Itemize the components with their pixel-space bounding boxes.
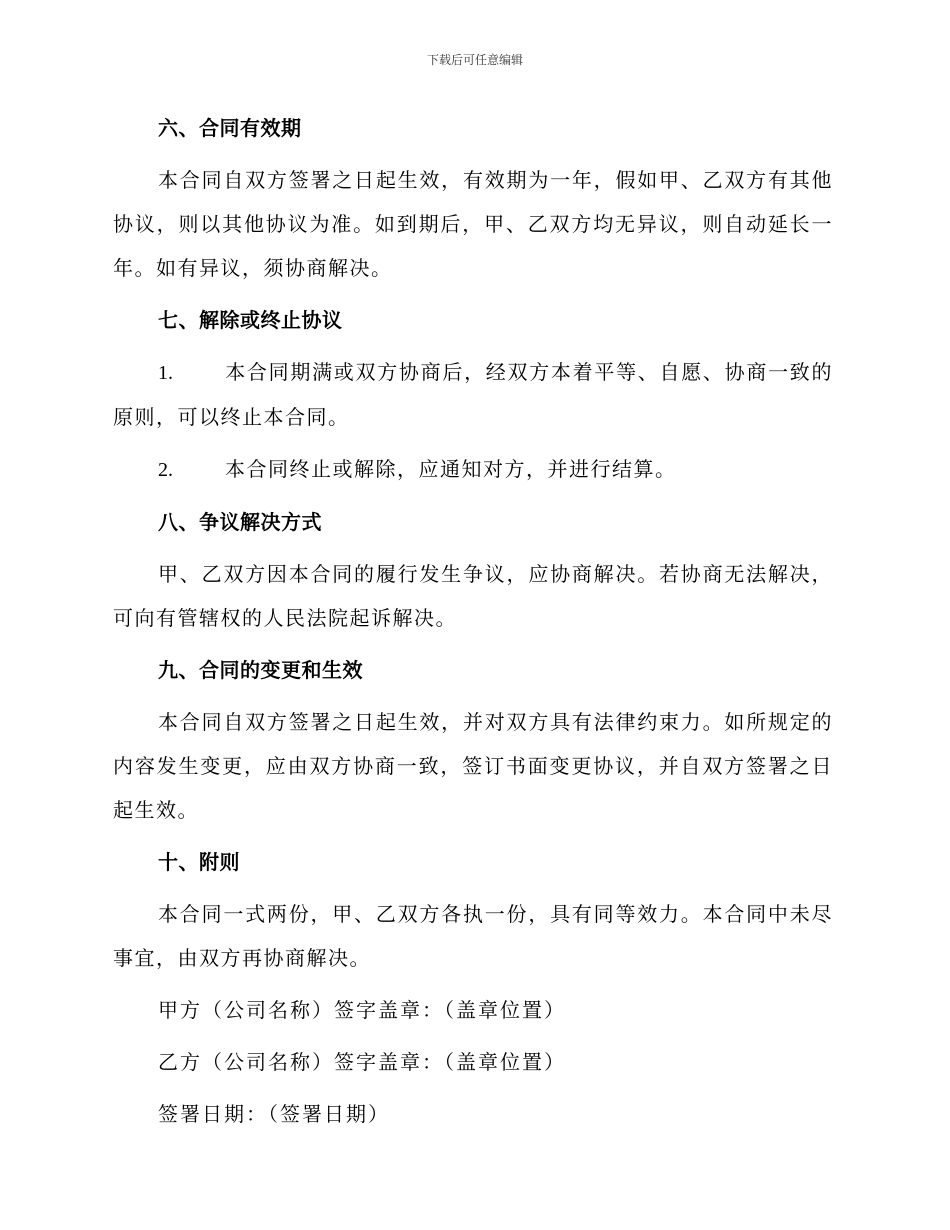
termination-item-1-text: 本合同期满或双方协商后，经双方本着平等、自愿、协商一致的原则，可以终止本合同。 <box>113 360 833 429</box>
party-b-signature-line: 乙方（公司名称）签字盖章：（盖章位置） <box>158 1050 566 1074</box>
section-paragraph-supplementary: 本合同一式两份，甲、乙双方各执一份，具有同等效力。本合同中未尽事宜，由双方再协商解决。 <box>113 902 833 970</box>
termination-item-1-number: 1. <box>158 362 173 384</box>
section-paragraph-validity: 本合同自双方签署之日起生效，有效期为一年，假如甲、乙双方有其他协议，则以其他协议为准。如到期后，甲、乙双方均无异议，则自动延长一年。如有异议，须协商解决。 <box>113 168 833 280</box>
page-header-note: 下载后可任意编辑 <box>426 53 523 67</box>
section-heading-amendment: 九、合同的变更和生效 <box>158 658 363 682</box>
section-heading-dispute: 八、争议解决方式 <box>158 510 322 534</box>
termination-item-2-number: 2. <box>158 459 173 481</box>
signing-date-line: 签署日期：（签署日期） <box>158 1102 390 1126</box>
termination-item-2 <box>113 447 833 492</box>
party-a-signature-line: 甲方（公司名称）签字盖章：（盖章位置） <box>158 998 566 1022</box>
document-body <box>113 106 833 1144</box>
termination-item-2-text: 本合同终止或解除，应通知对方，并进行结算。 <box>225 457 677 481</box>
termination-item-1 <box>113 350 833 439</box>
section-heading-termination: 七、解除或终止协议 <box>158 308 343 332</box>
section-paragraph-amendment: 本合同自双方签署之日起生效，并对双方具有法律约束力。如所规定的内容发生变更，应由双方协商一致，签订书面变更协议，并自双方签署之日起生效。 <box>113 710 833 822</box>
section-heading-supplementary: 十、附则 <box>158 850 240 874</box>
section-heading-validity: 六、合同有效期 <box>158 116 302 140</box>
section-paragraph-dispute: 甲、乙双方因本合同的履行发生争议，应协商解决。若协商无法解决，可向有管辖权的人民法院起诉解决。 <box>113 562 833 630</box>
